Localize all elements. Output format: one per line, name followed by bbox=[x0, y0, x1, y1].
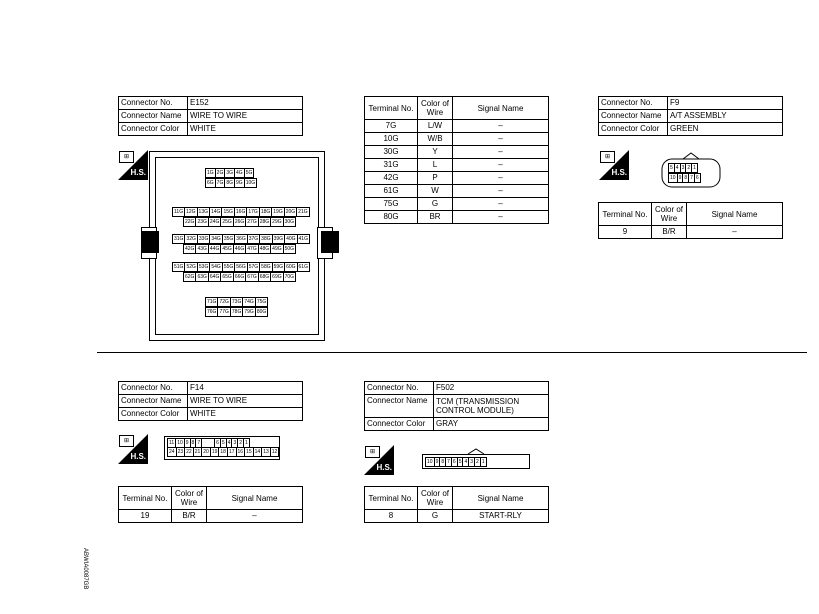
connector-pin: 49G bbox=[272, 246, 282, 252]
table-cell: – bbox=[453, 198, 549, 211]
f9-pin-row-top bbox=[669, 163, 698, 173]
connector-pin: 74G bbox=[244, 299, 254, 305]
connector-pin: 25G bbox=[222, 219, 232, 225]
table-row bbox=[365, 146, 549, 159]
label-connector-no: Connector No. bbox=[599, 97, 668, 110]
connector-pin: 13G bbox=[198, 209, 208, 215]
connector-pin: 36G bbox=[236, 236, 246, 242]
connector-pin: 23 bbox=[177, 449, 184, 455]
f502-signal-table bbox=[364, 486, 549, 523]
label-connector-name: Connector Name bbox=[119, 110, 188, 123]
connector-pin: 62G bbox=[185, 274, 195, 280]
connector-pin: 67G bbox=[247, 274, 257, 280]
table-cell: 61G bbox=[365, 185, 418, 198]
table-cell: 8 bbox=[365, 510, 418, 523]
connector-pictogram-icon: ⊞ bbox=[365, 446, 380, 458]
col-signal-name: Signal Name bbox=[207, 487, 303, 510]
label-connector-color: Connector Color bbox=[599, 123, 668, 136]
f9-info-table bbox=[598, 96, 783, 136]
table-row bbox=[365, 120, 549, 133]
connector-pin: 68G bbox=[259, 274, 270, 280]
connector-pin: 9 bbox=[185, 440, 189, 446]
connector-pin: 6 bbox=[216, 440, 219, 446]
connector-pictogram-icon: ⊞ bbox=[600, 151, 615, 163]
connector-pin: 53G bbox=[198, 264, 209, 270]
e152-pin-row-8 bbox=[184, 272, 296, 282]
f9-signal-table bbox=[598, 202, 783, 239]
connector-pin: 2 bbox=[687, 165, 691, 171]
e152-pin-row-3 bbox=[173, 207, 310, 217]
connector-pin: 51G bbox=[174, 264, 184, 270]
connector-pin: 50G bbox=[284, 246, 295, 252]
e152-pin-row-9 bbox=[206, 297, 268, 307]
connector-name: TCM (TRANSMISSION CONTROL MODULE) bbox=[434, 395, 549, 418]
e152-pin-row-2 bbox=[206, 178, 257, 188]
table-cell: – bbox=[453, 146, 549, 159]
connector-pin: 7 bbox=[447, 459, 450, 465]
connector-pin: 8 bbox=[441, 459, 445, 465]
figure-code: ABWIA0087GB bbox=[82, 548, 88, 590]
connector-pin: 14G bbox=[211, 209, 221, 215]
table-cell: W bbox=[418, 185, 453, 198]
connector-pin: 1 bbox=[481, 459, 485, 465]
connector-pin: 23G bbox=[197, 219, 207, 225]
connector-pin: 65G bbox=[222, 274, 232, 280]
connector-pin: 5 bbox=[221, 440, 225, 446]
label-connector-color: Connector Color bbox=[365, 418, 434, 431]
table-cell: BR bbox=[418, 211, 453, 224]
table-row bbox=[365, 185, 549, 198]
connector-pin: 18G bbox=[260, 209, 271, 215]
f14-signal-table bbox=[118, 486, 303, 523]
connector-pictogram-icon: ⊞ bbox=[119, 435, 134, 447]
connector-pin: 33G bbox=[198, 236, 209, 242]
connector-pin: 5G bbox=[245, 170, 253, 176]
connector-pin: 41G bbox=[298, 236, 308, 242]
connector-pin: 58G bbox=[261, 264, 271, 270]
table-cell: Y bbox=[418, 146, 453, 159]
connector-color: GREEN bbox=[668, 123, 783, 136]
label-connector-color: Connector Color bbox=[119, 123, 188, 136]
connector-pin: 5 bbox=[670, 165, 673, 171]
connector-pin: 29G bbox=[272, 219, 282, 225]
connector-pin: 40G bbox=[286, 236, 296, 242]
connector-pin: 1 bbox=[245, 440, 248, 446]
connector-name: A/T ASSEMBLY bbox=[668, 110, 783, 123]
col-wire-color: Color of Wire bbox=[418, 487, 453, 510]
connector-name: WIRE TO WIRE bbox=[188, 395, 303, 408]
connector-pin: 9 bbox=[678, 175, 682, 181]
col-signal-name: Signal Name bbox=[453, 97, 549, 120]
connector-pin: 28G bbox=[259, 219, 270, 225]
table-cell: G bbox=[418, 198, 453, 211]
connector-pin: 57G bbox=[248, 264, 259, 270]
connector-pin: 3 bbox=[470, 459, 474, 465]
connector-pin: 7 bbox=[197, 440, 201, 446]
e152-pin-row-6 bbox=[184, 244, 296, 254]
connector-pin: 55G bbox=[223, 264, 234, 270]
connector-no: F9 bbox=[668, 97, 783, 110]
connector-pin: 21G bbox=[298, 209, 308, 215]
connector-pin: 12G bbox=[186, 209, 196, 215]
table-row bbox=[365, 211, 549, 224]
table-cell: P bbox=[418, 172, 453, 185]
table-cell: 75G bbox=[365, 198, 418, 211]
connector-pin: 15G bbox=[223, 209, 233, 215]
connector-pin: 17G bbox=[248, 209, 258, 215]
connector-pin: 32G bbox=[186, 236, 196, 242]
connector-pin: 4 bbox=[227, 440, 231, 446]
f9-pin-row-bottom bbox=[669, 173, 701, 183]
connector-pin: 2 bbox=[239, 440, 243, 446]
hs-label: H.S. bbox=[376, 463, 392, 472]
connector-pin: 21 bbox=[194, 449, 201, 455]
connector-pin: 48G bbox=[259, 246, 270, 252]
connector-pin: 11 bbox=[169, 440, 175, 446]
table-cell: – bbox=[207, 510, 303, 523]
connector-pin: 7 bbox=[690, 175, 693, 181]
table-cell: 7G bbox=[365, 120, 418, 133]
connector-pin: 19G bbox=[273, 209, 283, 215]
connector-pin: 31G bbox=[174, 236, 184, 242]
table-cell: START-RLY bbox=[453, 510, 549, 523]
table-row bbox=[599, 226, 783, 239]
table-row bbox=[365, 172, 549, 185]
e152-signal-table bbox=[364, 96, 549, 224]
connector-color: GRAY bbox=[434, 418, 549, 431]
connector-pin: 5 bbox=[458, 459, 462, 465]
connector-pin: 3 bbox=[681, 165, 685, 171]
col-terminal-no: Terminal No. bbox=[365, 487, 418, 510]
connector-pin: 63G bbox=[197, 274, 207, 280]
e152-pin-row-1 bbox=[206, 168, 254, 178]
connector-pin: 3G bbox=[226, 170, 234, 176]
hs-label: H.S. bbox=[611, 168, 627, 177]
f14-pin-row-bottom bbox=[168, 447, 279, 457]
connector-pin: 10 bbox=[177, 440, 183, 446]
connector-pin: 75G bbox=[256, 299, 267, 305]
col-signal-name: Signal Name bbox=[453, 487, 549, 510]
table-cell: 31G bbox=[365, 159, 418, 172]
col-terminal-no: Terminal No. bbox=[599, 203, 652, 226]
connector-pin: 37G bbox=[248, 236, 259, 242]
connector-pin: 16 bbox=[237, 449, 244, 455]
connector-pin: 2G bbox=[216, 170, 224, 176]
table-cell: 30G bbox=[365, 146, 418, 159]
connector-pin: 1 bbox=[693, 165, 696, 171]
connector-pin: 14 bbox=[254, 449, 261, 455]
connector-pin: 42G bbox=[185, 246, 195, 252]
connector-pin: 2 bbox=[476, 459, 479, 465]
connector-pin: 34G bbox=[211, 236, 221, 242]
connector-pin: 4 bbox=[464, 459, 468, 465]
connector-pin: 12 bbox=[271, 449, 278, 455]
connector-pin: 11G bbox=[174, 209, 184, 215]
connector-pin: 52G bbox=[186, 264, 196, 270]
connector-pin: 30G bbox=[284, 219, 295, 225]
table-cell: B/R bbox=[172, 510, 207, 523]
connector-pin: 9G bbox=[236, 180, 243, 186]
connector-pin: 7G bbox=[216, 180, 224, 186]
harness-side-icon bbox=[599, 150, 629, 180]
connector-pin: 76G bbox=[207, 309, 217, 315]
connector-pin: 61G bbox=[298, 264, 308, 270]
connector-pin: 6 bbox=[452, 459, 456, 465]
connector-pin: 78G bbox=[231, 309, 242, 315]
connector-pin: 64G bbox=[209, 274, 220, 280]
connector-pin: 19 bbox=[211, 449, 218, 455]
label-connector-color: Connector Color bbox=[119, 408, 188, 421]
col-wire-color: Color of Wire bbox=[652, 203, 687, 226]
connector-pin: 43G bbox=[197, 246, 207, 252]
connector-pin: 8 bbox=[684, 175, 688, 181]
connector-pin: 10G bbox=[245, 180, 256, 186]
table-cell: W/B bbox=[418, 133, 453, 146]
connector-pin: 27G bbox=[247, 219, 257, 225]
table-row bbox=[365, 510, 549, 523]
connector-pin: 79G bbox=[244, 309, 254, 315]
connector-pin: 15 bbox=[246, 449, 252, 455]
connector-pin: 71G bbox=[207, 299, 217, 305]
connector-pin: 73G bbox=[231, 299, 242, 305]
table-row bbox=[365, 159, 549, 172]
connector-pin: 3 bbox=[233, 440, 237, 446]
connector-pin: 6G bbox=[207, 180, 214, 186]
connector-pin: 54G bbox=[211, 264, 221, 270]
connector-pin: 39G bbox=[273, 236, 284, 242]
connector-color: WHITE bbox=[188, 408, 303, 421]
col-terminal-no: Terminal No. bbox=[365, 97, 418, 120]
f502-pin-row bbox=[426, 457, 487, 467]
label-connector-name: Connector Name bbox=[119, 395, 188, 408]
connector-pin: 4G bbox=[236, 170, 243, 176]
connector-pin: 47G bbox=[247, 246, 257, 252]
connector-pin: 26G bbox=[234, 219, 245, 225]
table-cell: 80G bbox=[365, 211, 418, 224]
label-connector-name: Connector Name bbox=[599, 110, 668, 123]
e152-pin-row-7 bbox=[173, 262, 310, 272]
col-terminal-no: Terminal No. bbox=[119, 487, 172, 510]
table-cell: L bbox=[418, 159, 453, 172]
connector-no: E152 bbox=[188, 97, 303, 110]
connector-pin: 35G bbox=[223, 236, 234, 242]
connector-pin: 77G bbox=[219, 309, 229, 315]
label-connector-no: Connector No. bbox=[365, 382, 434, 395]
harness-side-icon bbox=[364, 445, 394, 475]
connector-pin: 17 bbox=[228, 449, 235, 455]
col-wire-color: Color of Wire bbox=[172, 487, 207, 510]
label-connector-no: Connector No. bbox=[119, 97, 188, 110]
f14-info-table bbox=[118, 381, 303, 421]
connector-pin: 24G bbox=[209, 219, 220, 225]
label-connector-name: Connector Name bbox=[365, 395, 434, 418]
table-cell: – bbox=[453, 133, 549, 146]
table-row bbox=[365, 198, 549, 211]
connector-pin: 69G bbox=[272, 274, 282, 280]
connector-pin: 16G bbox=[235, 209, 246, 215]
connector-pin: 56G bbox=[236, 264, 246, 270]
e152-info-table bbox=[118, 96, 303, 136]
connector-pin: 20 bbox=[203, 449, 209, 455]
connector-pin: 60G bbox=[286, 264, 296, 270]
connector-pin: 45G bbox=[222, 246, 232, 252]
connector-pin: 44G bbox=[209, 246, 220, 252]
table-cell: – bbox=[687, 226, 783, 239]
connector-pictogram-icon: ⊞ bbox=[119, 151, 134, 163]
connector-pin: 13 bbox=[263, 449, 269, 455]
table-cell: 42G bbox=[365, 172, 418, 185]
connector-pin: 70G bbox=[284, 274, 295, 280]
table-cell: – bbox=[453, 185, 549, 198]
table-row bbox=[365, 133, 549, 146]
connector-pin: 80G bbox=[256, 309, 267, 315]
table-cell: 19 bbox=[119, 510, 172, 523]
connector-color: WHITE bbox=[188, 123, 303, 136]
harness-side-icon bbox=[118, 434, 148, 464]
connector-pin: 46G bbox=[234, 246, 245, 252]
section-divider bbox=[97, 352, 807, 353]
connector-pin: 8 bbox=[191, 440, 195, 446]
connector-pin: 4 bbox=[675, 165, 679, 171]
f502-info-table bbox=[364, 381, 549, 431]
connector-pin: 6 bbox=[695, 175, 699, 181]
connector-pin: 38G bbox=[261, 236, 271, 242]
connector-pin: 1G bbox=[207, 170, 214, 176]
table-cell: – bbox=[453, 172, 549, 185]
connector-pin: 8G bbox=[226, 180, 234, 186]
connector-pin: 66G bbox=[234, 274, 245, 280]
hs-label: H.S. bbox=[130, 168, 146, 177]
table-cell: L/W bbox=[418, 120, 453, 133]
table-cell: – bbox=[453, 159, 549, 172]
connector-pin: 9 bbox=[435, 459, 439, 465]
connector-pin: 59G bbox=[273, 264, 284, 270]
label-connector-no: Connector No. bbox=[119, 382, 188, 395]
connector-pin: 20G bbox=[285, 209, 296, 215]
table-cell: B/R bbox=[652, 226, 687, 239]
table-cell: – bbox=[453, 120, 549, 133]
connector-pin: 10 bbox=[427, 459, 433, 465]
connector-pin: 72G bbox=[219, 299, 229, 305]
e152-pin-row-10 bbox=[206, 307, 268, 317]
connector-pin: 10 bbox=[670, 175, 676, 181]
connector-pin: 24 bbox=[169, 449, 175, 455]
connector-pin: 18 bbox=[220, 449, 226, 455]
connector-no: F14 bbox=[188, 382, 303, 395]
connector-pin: 22G bbox=[185, 219, 195, 225]
e152-pin-row-4 bbox=[184, 217, 296, 227]
table-row bbox=[119, 510, 303, 523]
e152-pin-row-5 bbox=[173, 234, 310, 244]
table-cell: 9 bbox=[599, 226, 652, 239]
connector-no: F502 bbox=[434, 382, 549, 395]
connector-name: WIRE TO WIRE bbox=[188, 110, 303, 123]
col-wire-color: Color of Wire bbox=[418, 97, 453, 120]
table-cell: 10G bbox=[365, 133, 418, 146]
col-signal-name: Signal Name bbox=[687, 203, 783, 226]
connector-pin: 22 bbox=[186, 449, 192, 455]
table-cell: – bbox=[453, 211, 549, 224]
table-cell: G bbox=[418, 510, 453, 523]
hs-label: H.S. bbox=[130, 452, 146, 461]
